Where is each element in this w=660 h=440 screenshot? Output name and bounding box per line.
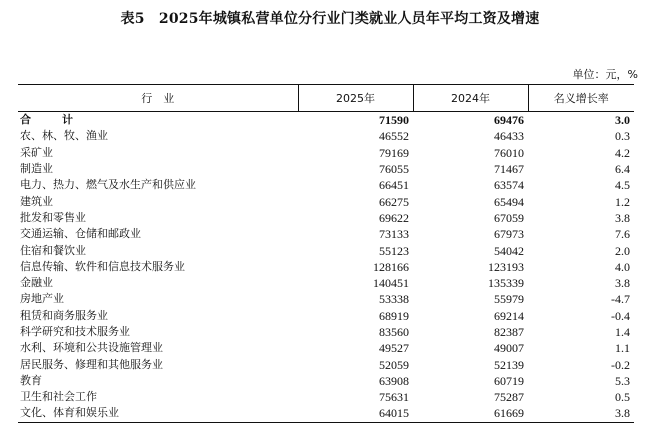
table-row <box>18 161 634 177</box>
wage-2024-cell: 69476 <box>494 113 524 128</box>
wage-2025-cell: 68919 <box>379 308 409 323</box>
wage-2025-cell: 66451 <box>379 178 409 193</box>
wage-2024-cell: 65494 <box>494 194 524 209</box>
header-growth: 名义增长率 <box>528 85 634 112</box>
wage-2024-cell: 76010 <box>494 145 524 160</box>
industry-cell: 金融业 <box>20 276 53 290</box>
wage-2024-cell: 46433 <box>494 129 524 144</box>
header-industry: 行 业 <box>18 85 298 112</box>
header-2024: 2024年 <box>413 85 528 112</box>
industry-cell: 批发和零售业 <box>20 210 86 224</box>
header-2025: 2025年 <box>298 85 413 112</box>
table-row <box>18 291 634 307</box>
growth-rate-cell: 2.0 <box>615 243 630 258</box>
industry-cell: 合 计 <box>20 113 83 127</box>
table-row <box>18 226 634 242</box>
wage-2025-cell: 66275 <box>379 194 409 209</box>
table-row <box>18 259 634 275</box>
table-row <box>18 324 634 340</box>
growth-rate-cell: 0.5 <box>615 390 630 405</box>
table-row <box>18 242 634 258</box>
table-row <box>18 308 634 324</box>
wage-2025-cell: 63908 <box>379 373 409 388</box>
growth-rate-cell: 1.1 <box>615 341 630 356</box>
table-row <box>18 389 634 405</box>
industry-cell: 采矿业 <box>20 145 53 159</box>
table-row-total <box>18 112 634 129</box>
wage-2024-cell: 52139 <box>494 357 524 372</box>
wage-2024-cell: 69214 <box>494 308 524 323</box>
wage-2025-cell: 46552 <box>379 129 409 144</box>
growth-rate-cell: 3.8 <box>528 405 634 422</box>
wage-2025-cell: 64015 <box>298 405 413 422</box>
growth-rate-cell: 7.6 <box>615 227 630 242</box>
table-row <box>18 210 634 226</box>
wage-2024-cell: 67973 <box>494 227 524 242</box>
growth-rate-cell: -0.2 <box>611 357 630 372</box>
table-row <box>18 340 634 356</box>
table-row <box>18 373 634 389</box>
table-row <box>18 128 634 144</box>
industry-cell: 水利、环境和公共设施管理业 <box>20 341 163 355</box>
table-row <box>18 356 634 372</box>
wage-2025-cell: 69622 <box>379 210 409 225</box>
wage-2024-cell: 49007 <box>494 341 524 356</box>
wage-2025-cell: 49527 <box>379 341 409 356</box>
wage-2025-cell: 55123 <box>379 243 409 258</box>
industry-cell: 农、林、牧、渔业 <box>20 129 108 143</box>
wage-2025-cell: 140451 <box>373 276 409 291</box>
growth-rate-cell: 4.2 <box>615 145 630 160</box>
wage-2025-cell: 71590 <box>379 113 409 128</box>
wage-2025-cell: 76055 <box>379 162 409 177</box>
wage-2024-cell: 75287 <box>494 390 524 405</box>
table-title: 表5 2025年城镇私营单位分行业门类就业人员年平均工资及增速 <box>120 11 540 27</box>
industry-cell: 文化、体育和娱乐业 <box>18 405 298 422</box>
industry-cell: 住宿和餐饮业 <box>20 243 86 257</box>
industry-cell: 租赁和商务服务业 <box>20 308 108 322</box>
growth-rate-cell: 0.3 <box>615 129 630 144</box>
growth-rate-cell: -4.7 <box>611 292 630 307</box>
table-row <box>18 193 634 209</box>
growth-rate-cell: 4.0 <box>615 259 630 274</box>
wage-2024-cell: 60719 <box>494 373 524 388</box>
wage-2024-cell: 71467 <box>494 162 524 177</box>
industry-cell: 制造业 <box>20 162 53 176</box>
table-row <box>18 405 634 422</box>
wage-table <box>18 84 634 423</box>
industry-cell: 建筑业 <box>20 194 53 208</box>
growth-rate-cell: -0.4 <box>611 308 630 323</box>
industry-cell: 科学研究和技术服务业 <box>20 325 130 338</box>
growth-rate-cell: 1.2 <box>615 194 630 209</box>
wage-2025-cell: 83560 <box>379 325 409 339</box>
growth-rate-cell: 3.8 <box>615 210 630 225</box>
unit-note: 单位：元，% <box>572 68 638 81</box>
industry-cell: 信息传输、软件和信息技术服务业 <box>20 259 185 273</box>
table-row <box>18 177 634 193</box>
wage-2024-cell: 63574 <box>494 178 524 193</box>
table-header-row <box>18 85 634 112</box>
growth-rate-cell: 6.4 <box>615 162 630 177</box>
wage-2024-cell: 54042 <box>494 243 524 258</box>
industry-cell: 卫生和社会工作 <box>20 390 97 404</box>
wage-2025-cell: 79169 <box>379 145 409 160</box>
growth-rate-cell: 1.4 <box>615 325 630 339</box>
industry-cell: 交通运输、仓储和邮政业 <box>20 227 141 241</box>
growth-rate-cell: 5.3 <box>615 373 630 388</box>
table-row <box>18 145 634 161</box>
industry-cell: 电力、热力、燃气及水生产和供应业 <box>20 178 196 192</box>
wage-2025-cell: 52059 <box>379 357 409 372</box>
wage-2025-cell: 128166 <box>373 259 409 274</box>
wage-2024-cell: 82387 <box>494 325 524 339</box>
wage-2025-cell: 53338 <box>379 292 409 307</box>
wage-2024-cell: 135339 <box>488 276 524 291</box>
wage-2024-cell: 67059 <box>494 210 524 225</box>
wage-2024-cell: 123193 <box>488 259 524 274</box>
industry-cell: 居民服务、修理和其他服务业 <box>20 357 163 371</box>
growth-rate-cell: 3.8 <box>615 276 630 291</box>
wage-2025-cell: 73133 <box>379 227 409 242</box>
wage-2025-cell: 75631 <box>379 390 409 405</box>
growth-rate-cell: 3.0 <box>615 113 630 128</box>
table-row <box>18 275 634 291</box>
industry-cell: 教育 <box>20 373 42 387</box>
industry-cell: 房地产业 <box>20 292 64 306</box>
wage-2024-cell: 55979 <box>494 292 524 307</box>
growth-rate-cell: 4.5 <box>615 178 630 193</box>
wage-2024-cell: 61669 <box>413 405 528 422</box>
